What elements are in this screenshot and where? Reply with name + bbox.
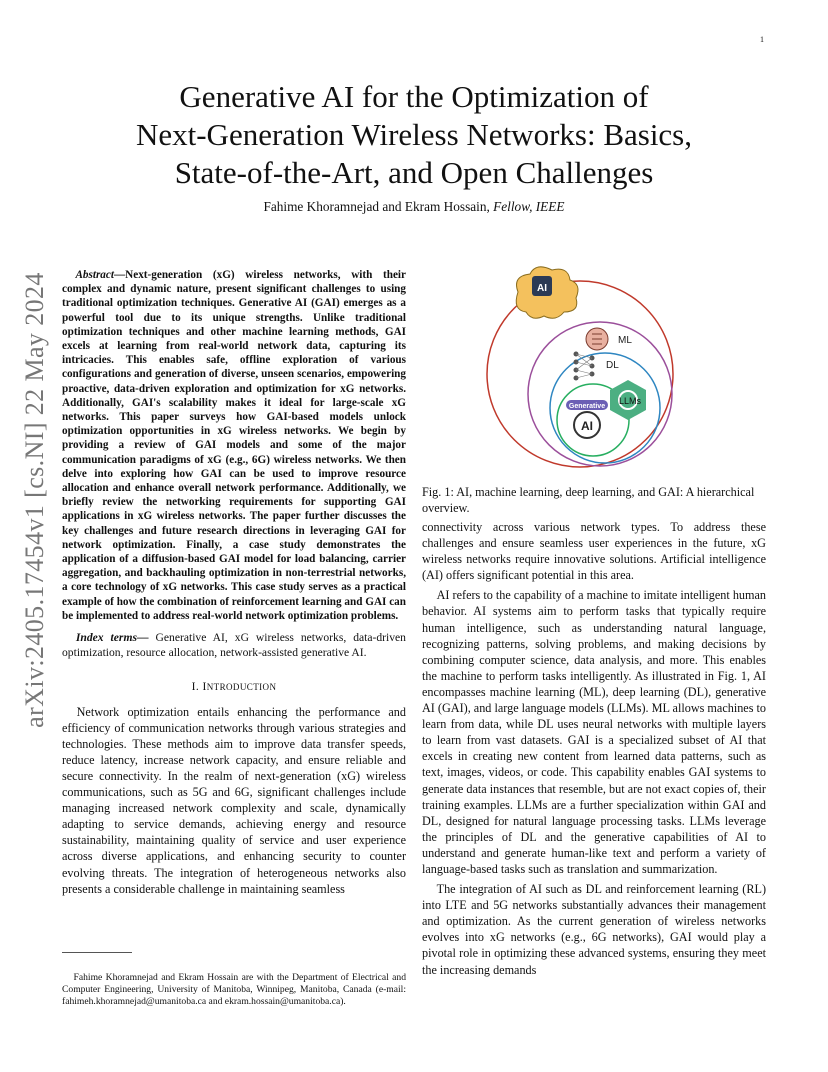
llms-label: LLMs [618, 396, 642, 406]
arxiv-stamp-text: arXiv:2405.17454v1 [cs.NI] 22 May 2024 [20, 272, 49, 728]
index-terms [62, 631, 406, 660]
figure-ai-hierarchy [480, 262, 680, 472]
ml-head-icon [586, 328, 632, 350]
abstract [62, 268, 406, 623]
ai-badge-label: AI [581, 419, 593, 433]
right-paragraph: The integration of AI such as DL and reinforcement learning (RL) into LTE and 5G networks substantially advances their management and optimization. As the current generation of wireless networks evolves into xG networks (e.g., 6G networks), GAI would play a pivotal role in optimizing these advanced systems, ensuring they meet the increasing demands [422, 882, 766, 977]
ml-label: ML [618, 335, 632, 346]
author-line [60, 199, 768, 215]
figure-caption: Fig. 1: AI, machine learning, deep learning, and GAI: A hierarchical overview. [422, 485, 755, 516]
brain-icon [516, 267, 578, 318]
dl-label: DL [606, 360, 619, 371]
generative-ai-icon [566, 400, 608, 438]
abstract-text: —Next-generation (xG) wireless networks, with their complex and dynamic nature, present significant challenges to using traditional optimization techniques. Generative AI (GAI) emerges as a powerful tool due to its unique strengths. Unlike traditional optimization techniques and other machine learning methods, GAI excels at learning from real-world network data, capturing its intricacies. This enables safe, offline exploration of various configurations and generation of diverse, unseen scenarios, empowering proactive, data-driven exploration and optimization for xG networks. Additionally, GAI's scalability makes it ideal for large-scale xG networks. This paper surveys how GAI-based models unlock optimization opportunities in xG wireless networks. We begin by providing a review of GAI models and some of the major communication paradigms of xG (e.g., 6G) wireless networks. We then delve into exploring how GAI can be used to improve resource allocation and enhance overall network performance. Additionally, we briefly review the networking requirements for supporting GAI applications in xG wireless networks. The paper further discusses the key challenges and future research directions in leveraging GAI for network optimization. Finally, a case study demonstrates the application of a diffusion-based GAI model for load balancing, carrier aggregation, and backhauling optimization in non-terrestrial networks, a core technology of xG networks. This case study serves as a practical example of how the combination of reinforcement learning and GAI can be implemented to address real-world network optimization problems. [62, 269, 406, 622]
left-column [62, 268, 406, 897]
title-line: Generative AI for the Optimization of [179, 79, 649, 114]
paper-title [60, 78, 768, 192]
section-heading [62, 679, 406, 695]
section-heading-text: I. INTRODUCTION [191, 680, 277, 694]
title-line: State-of-the-Art, and Open Challenges [174, 155, 654, 190]
footnote-rule [62, 952, 132, 953]
brain-ai-label: AI [537, 283, 547, 294]
page-number: 1 [760, 35, 764, 44]
title-line: Next-Generation Wireless Networks: Basics, [135, 117, 693, 152]
author-affiliation-tag: Fellow, IEEE [493, 199, 565, 214]
llm-hexagon-icon [610, 380, 646, 420]
hierarchy-diagram [480, 262, 680, 472]
dl-network-icon [574, 352, 620, 381]
abstract-label: Abstract [75, 269, 114, 281]
index-terms-label: Index terms— [75, 631, 149, 645]
index-terms-text: Generative AI, xG wireless networks, data-driven optimization, resource allocation, network-assisted generative AI. [62, 631, 406, 659]
intro-paragraph: Network optimization entails enhancing the performance and efficiency of communication networks through various strategies and technologies. These methods aim to improve data transfer speeds, reduce latency, increase network capacity, and ensure reliable and secure connectivity. In the realm of next-generation (xG) wireless communications, such as 5G and 6G, significant challenges include managing increased network complexity and scale, dynamically adapting to service demands, achieving energy and resource sustainability, maintaining quality of service and user experience across diverse applications, and enhancing security to counter evolving threats. The integration of heterogeneous networks also presents a considerable challenge in maintaining seamless [62, 704, 406, 896]
footnote: Fahime Khoramnejad and Ekram Hossain are with the Department of Electrical and Computer Engineering, University of Manitoba, Winnipeg, Manitoba, Canada (e-mail: fahimeh.khoramnejad@umanitoba.ca and ekram.hossain@umanitoba.ca). [62, 971, 406, 1008]
generative-label: Generative [568, 403, 606, 410]
ai-ring [487, 281, 673, 467]
right-paragraph: connectivity across various network types. To address these challenges and ensure seamless user experiences in the future, xG wireless networks require innovative solutions. Artificial intelligence (AI) offers significant potential in this area. [422, 520, 766, 583]
right-column [422, 519, 766, 982]
author-names: Fahime Khoramnejad and Ekram Hossain, [263, 199, 494, 214]
right-paragraph: AI refers to the capability of a machine to imitate intelligent human behavior. AI systems aim to perform tasks that typically require human intelligence, such as understanding natural language, recognizing patterns, solving problems, and making decisions by combining computer science, data analysis, and more. This enables the machine to perform tasks intelligently. As illustrated in Fig. 1, AI encompasses machine learning (ML), deep learning (DL), generative AI (GAI), and large language models (LLMs). ML allows machines to learn from data, while DL uses neural networks with multiple layers to learn from vast datasets. GAI is a specialized subset of AI that excels in creating new content from learned data patterns, such as text, images, videos, or code. This capability enables GAI systems to generate data instances that resemble, but are not exact copies of, their training examples. LLMs are a further specialization within GAI and DL, designed for natural language processing tasks. LLMs leverage the principles of DL and the generative capabilities of AI to understand and generate human-like text and perform a variety of language-based tasks such as translation and summarization. [422, 588, 766, 876]
arxiv-stamp [18, 272, 52, 728]
